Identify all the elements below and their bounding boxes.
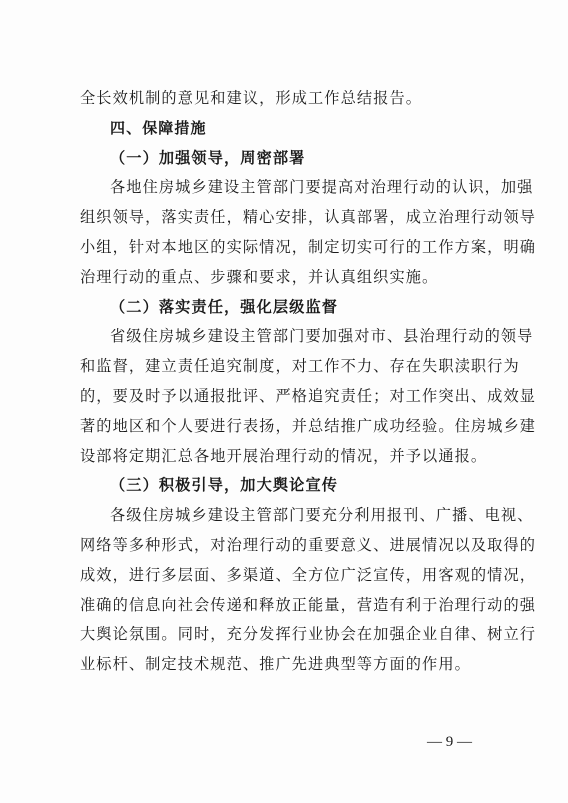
paragraph-line: 网络等多种形式，对治理行动的重要意义、进展情况以及取得的 xyxy=(80,535,537,554)
subsection-heading: （一）加强领导，周密部署 xyxy=(110,148,306,167)
subsection-heading: （三）积极引导，加大舆论宣传 xyxy=(110,476,339,495)
paragraph-line: 小组，针对本地区的实际情况，制定切实可行的工作方案，明确 xyxy=(80,237,537,256)
paragraph-line: 治理行动的重点、步骤和要求，并认真组织实施。 xyxy=(80,267,439,286)
paragraph-line: 大舆论氛围。同时，充分发挥行业协会在加强企业自律、树立行 xyxy=(80,625,537,644)
section-heading: 四、保障措施 xyxy=(110,118,207,137)
paragraph-line: 省级住房城乡建设主管部门要加强对市、县治理行动的领导 xyxy=(110,327,534,346)
paragraph-line: 和监督，建立责任追究制度，对工作不力、存在失职渎职行为 xyxy=(80,357,520,376)
paragraph-line: 组织领导，落实责任，精心安排，认真部署，成立治理行动领导 xyxy=(80,208,537,227)
paragraph-line: 著的地区和个人要进行表扬，并总结推广成功经验。住房城乡建 xyxy=(80,416,537,435)
paragraph-line: 的，要及时予以通报批评、严格追究责任；对工作突出、成效显 xyxy=(80,386,537,405)
page-number: — 9 — xyxy=(427,734,472,750)
document-body xyxy=(80,84,537,680)
paragraph-line: 设部将定期汇总各地开展治理行动的情况，并予以通报。 xyxy=(80,446,488,465)
paragraph-line: 准确的信息向社会传递和释放正能量，营造有利于治理行动的强 xyxy=(80,595,537,614)
paragraph-line: 业标杆、制定技术规范、推广先进典型等方面的作用。 xyxy=(80,655,471,674)
paragraph-line: 全长效机制的意见和建议，形成工作总结报告。 xyxy=(80,89,423,107)
paragraph-line: 各地住房城乡建设主管部门要提高对治理行动的认识，加强 xyxy=(110,178,534,197)
subsection-heading: （二）落实责任，强化层级监督 xyxy=(110,297,339,316)
paragraph-line: 各级住房城乡建设主管部门要充分利用报刊、广播、电视、 xyxy=(110,506,534,525)
paragraph-line: 成效，进行多层面、多渠道、全方位广泛宣传，用客观的情况， xyxy=(80,565,537,584)
